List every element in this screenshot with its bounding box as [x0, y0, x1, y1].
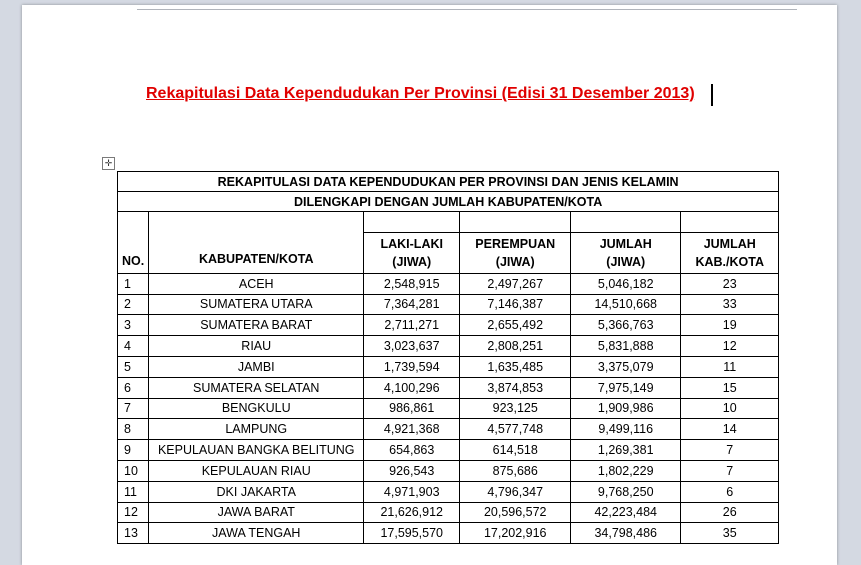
- cell-laki: 4,971,903: [364, 481, 460, 502]
- cell-laki: 1,739,594: [364, 356, 460, 377]
- col-laki-header: LAKI-LAKI (JIWA): [364, 232, 460, 273]
- cell-name: JAWA TENGAH: [149, 523, 364, 544]
- cell-name: JAMBI: [149, 356, 364, 377]
- table-title-row: [118, 172, 779, 192]
- cell-laki: 7,364,281: [364, 294, 460, 315]
- cell-laki: 2,711,271: [364, 315, 460, 336]
- cell-laki: 926,543: [364, 460, 460, 481]
- cell-no: 11: [118, 481, 149, 502]
- cell-laki: 21,626,912: [364, 502, 460, 523]
- cell-name: JAWA BARAT: [149, 502, 364, 523]
- column-header-row: [118, 212, 779, 233]
- cell-kab: 26: [681, 502, 779, 523]
- cell-no: 7: [118, 398, 149, 419]
- cell-kab: 14: [681, 419, 779, 440]
- cell-jumlah: 1,269,381: [571, 440, 681, 461]
- cell-kab: 7: [681, 440, 779, 461]
- text-cursor: [711, 84, 713, 106]
- cell-name: DKI JAKARTA: [149, 481, 364, 502]
- cell-kab: 10: [681, 398, 779, 419]
- cell-jumlah: 9,499,116: [571, 419, 681, 440]
- cell-no: 13: [118, 523, 149, 544]
- cell-kab: 12: [681, 336, 779, 357]
- cell-perempuan: 4,796,347: [460, 481, 571, 502]
- document-page: [22, 5, 837, 565]
- cell-no: 10: [118, 460, 149, 481]
- cell-name: KEPULAUAN BANGKA BELITUNG: [149, 440, 364, 461]
- cell-laki: 2,548,915: [364, 273, 460, 294]
- cell-jumlah: 14,510,668: [571, 294, 681, 315]
- cell-name: ACEH: [149, 273, 364, 294]
- table-row: [118, 481, 779, 502]
- cell-kab: 23: [681, 273, 779, 294]
- cell-name: SUMATERA BARAT: [149, 315, 364, 336]
- cell-kab: 15: [681, 377, 779, 398]
- cell-no: 6: [118, 377, 149, 398]
- cell-kab: 33: [681, 294, 779, 315]
- cell-laki: 3,023,637: [364, 336, 460, 357]
- cell-perempuan: 923,125: [460, 398, 571, 419]
- cell-no: 1: [118, 273, 149, 294]
- cell-name: LAMPUNG: [149, 419, 364, 440]
- cell-jumlah: 34,798,486: [571, 523, 681, 544]
- cell-jumlah: 5,046,182: [571, 273, 681, 294]
- cell-jumlah: 3,375,079: [571, 356, 681, 377]
- table-header-2: DILENGKAPI DENGAN JUMLAH KABUPATEN/KOTA: [118, 192, 779, 212]
- cell-perempuan: 7,146,387: [460, 294, 571, 315]
- col-perempuan-header: PEREMPUAN (JIWA): [460, 232, 571, 273]
- cell-laki: 654,863: [364, 440, 460, 461]
- table-header-1: REKAPITULASI DATA KEPENDUDUKAN PER PROVINSI DAN JENIS KELAMIN: [118, 172, 779, 192]
- cell-jumlah: 5,831,888: [571, 336, 681, 357]
- table-row: [118, 523, 779, 544]
- cell-name: RIAU: [149, 336, 364, 357]
- population-table: [117, 171, 779, 544]
- cell-jumlah: 5,366,763: [571, 315, 681, 336]
- table-subtitle-row: [118, 192, 779, 212]
- cell-laki: 986,861: [364, 398, 460, 419]
- cell-no: 12: [118, 502, 149, 523]
- table-row: [118, 460, 779, 481]
- cell-no: 9: [118, 440, 149, 461]
- cell-kab: 35: [681, 523, 779, 544]
- cell-name: KEPULAUAN RIAU: [149, 460, 364, 481]
- cell-no: 4: [118, 336, 149, 357]
- table-row: [118, 502, 779, 523]
- table-column-ruler[interactable]: [137, 5, 797, 10]
- cell-laki: 4,921,368: [364, 419, 460, 440]
- document-title[interactable]: Rekapitulasi Data Kependudukan Per Provinsi (Edisi 31 Desember 2013): [146, 85, 695, 102]
- cell-laki: 4,100,296: [364, 377, 460, 398]
- table-row: [118, 294, 779, 315]
- col-kab-header: JUMLAH KAB./KOTA: [681, 232, 779, 273]
- cell-perempuan: 614,518: [460, 440, 571, 461]
- col-no-header: NO.: [118, 212, 149, 274]
- cell-no: 5: [118, 356, 149, 377]
- col-jumlah-header: JUMLAH (JIWA): [571, 232, 681, 273]
- cell-no: 3: [118, 315, 149, 336]
- cell-jumlah: 1,909,986: [571, 398, 681, 419]
- table-row: [118, 273, 779, 294]
- cell-laki: 17,595,570: [364, 523, 460, 544]
- cell-jumlah: 7,975,149: [571, 377, 681, 398]
- table-row: [118, 356, 779, 377]
- table-row: [118, 315, 779, 336]
- table-row: [118, 398, 779, 419]
- cell-name: SUMATERA SELATAN: [149, 377, 364, 398]
- cell-perempuan: 2,655,492: [460, 315, 571, 336]
- cell-kab: 6: [681, 481, 779, 502]
- cell-no: 8: [118, 419, 149, 440]
- cell-no: 2: [118, 294, 149, 315]
- cell-kab: 11: [681, 356, 779, 377]
- cell-name: SUMATERA UTARA: [149, 294, 364, 315]
- cell-jumlah: 42,223,484: [571, 502, 681, 523]
- cell-perempuan: 875,686: [460, 460, 571, 481]
- cell-jumlah: 1,802,229: [571, 460, 681, 481]
- col-name-header: KABUPATEN/KOTA: [149, 212, 364, 274]
- cell-perempuan: 3,874,853: [460, 377, 571, 398]
- table-row: [118, 377, 779, 398]
- table-row: [118, 440, 779, 461]
- cell-kab: 19: [681, 315, 779, 336]
- cell-perempuan: 20,596,572: [460, 502, 571, 523]
- table-row: [118, 419, 779, 440]
- table-move-handle-icon[interactable]: ✛: [102, 157, 115, 170]
- table-row: [118, 336, 779, 357]
- cell-jumlah: 9,768,250: [571, 481, 681, 502]
- cell-name: BENGKULU: [149, 398, 364, 419]
- cell-perempuan: 1,635,485: [460, 356, 571, 377]
- cell-perempuan: 4,577,748: [460, 419, 571, 440]
- cell-perempuan: 17,202,916: [460, 523, 571, 544]
- cell-perempuan: 2,497,267: [460, 273, 571, 294]
- cell-perempuan: 2,808,251: [460, 336, 571, 357]
- cell-kab: 7: [681, 460, 779, 481]
